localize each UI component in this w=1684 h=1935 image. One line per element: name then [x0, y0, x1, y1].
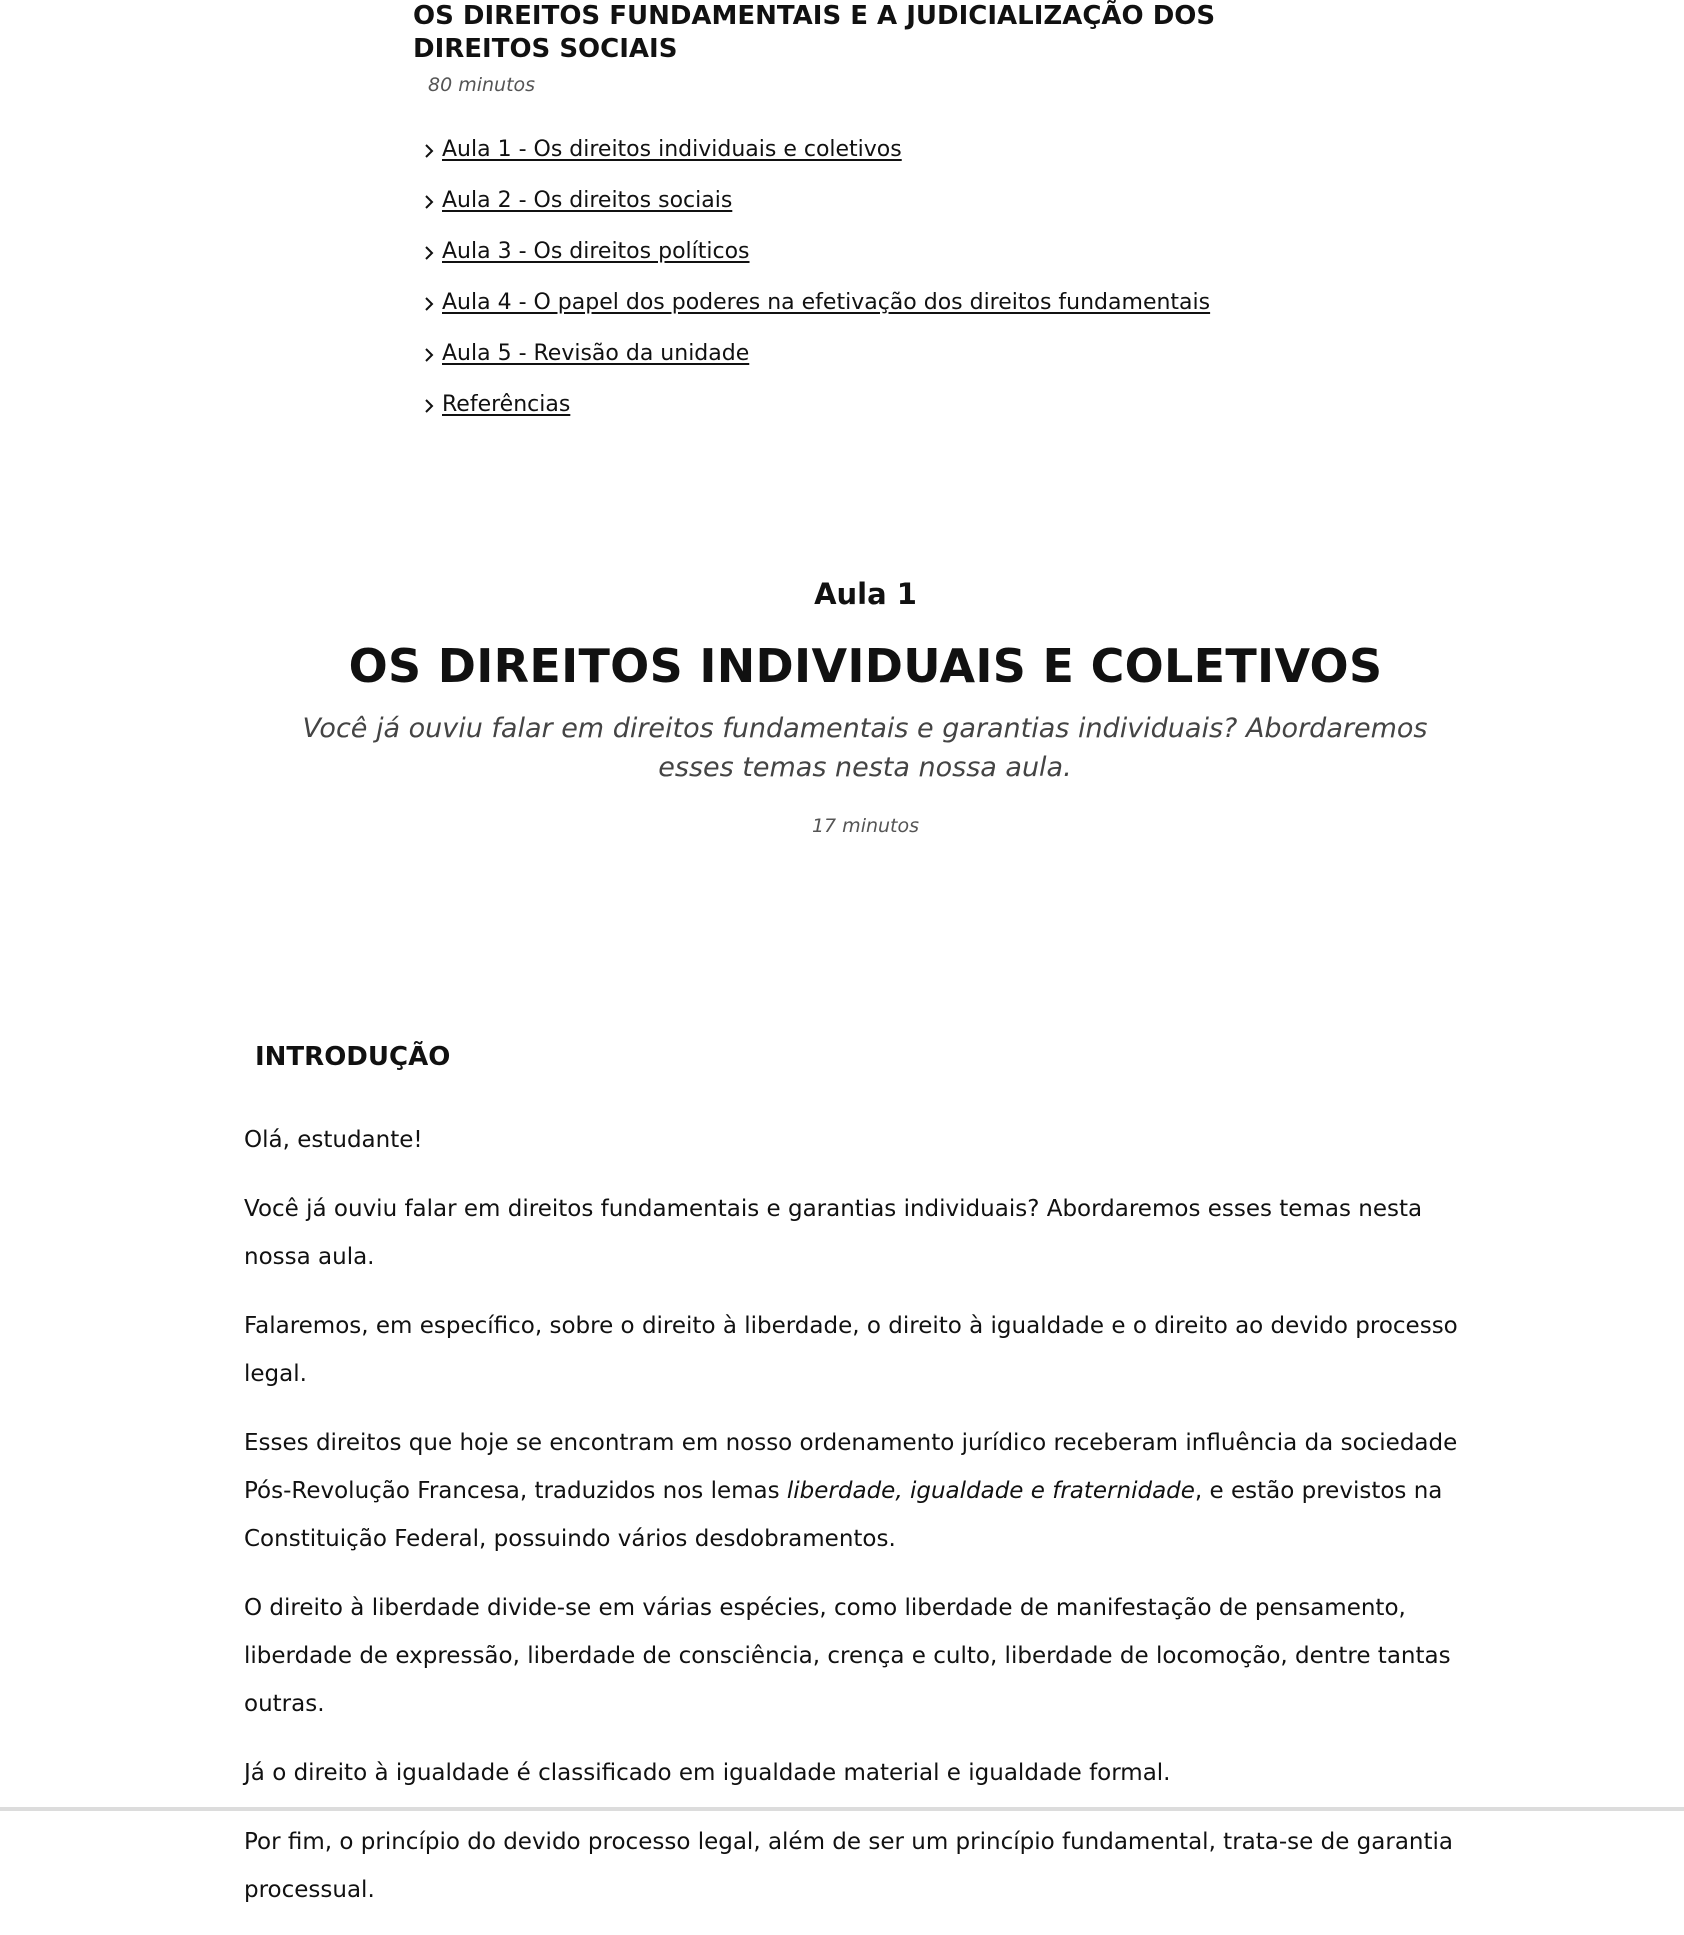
page-divider: [0, 1807, 1684, 1811]
paragraph-history: [244, 1419, 1494, 1563]
paragraph-liberdade: O direito à liberdade divide-se em várias espécies, como liberdade de manifestação de pensamento, liberdade de expressão, liberdade de consciência, crença e culto, liberdade de locomoção, dentre tantas outras.: [244, 1595, 1451, 1717]
chevron-right-icon: [420, 295, 438, 313]
chevron-right-icon: [420, 346, 438, 364]
paragraph-devido-processo: Por fim, o princípio do devido processo legal, além de ser um princípio fundamental, trata-se de garantia processual.: [244, 1829, 1453, 1903]
lesson-duration: 17 minutos: [811, 815, 920, 837]
toc-item-aula-2: [420, 175, 1210, 226]
paragraph-history-after: , e estão previstos na Constituição Federal, possuindo vários desdobramentos.: [244, 1478, 1443, 1552]
lesson-label: Aula 1: [814, 577, 917, 611]
table-of-contents: [420, 124, 1210, 430]
chevron-right-icon: [420, 397, 438, 415]
toc-item-aula-1: [420, 124, 1210, 175]
toc-link-aula-5[interactable]: Aula 5 - Revisão da unidade: [442, 341, 750, 366]
chevron-right-icon: [420, 142, 438, 160]
toc-link-aula-1[interactable]: Aula 1 - Os direitos individuais e coletivos: [442, 137, 902, 162]
chevron-right-icon: [420, 193, 438, 211]
chevron-right-icon: [420, 244, 438, 262]
toc-item-referencias: [420, 379, 1210, 430]
toc-item-aula-4: [420, 277, 1210, 328]
section-heading-introducao: INTRODUÇÃO: [255, 1042, 451, 1072]
unit-header: [413, 0, 1293, 98]
toc-link-referencias[interactable]: Referências: [442, 392, 571, 417]
paragraph-topics: Falaremos, em específico, sobre o direito à liberdade, o direito à igualdade e o direito ao devido processo legal.: [244, 1313, 1458, 1387]
paragraph-history-emphasis: liberdade, igualdade e fraternidade: [786, 1478, 1195, 1504]
toc-link-aula-3[interactable]: Aula 3 - Os direitos políticos: [442, 239, 750, 264]
unit-title: OS DIREITOS FUNDAMENTAIS E A JUDICIALIZAÇÃO DOS DIREITOS SOCIAIS: [413, 1, 1216, 64]
lesson-title: OS DIREITOS INDIVIDUAIS E COLETIVOS: [348, 639, 1383, 693]
toc-item-aula-3: [420, 226, 1210, 277]
paragraph-history-before: Esses direitos que hoje se encontram em nosso ordenamento jurídico receberam influência da sociedade Pós-Revolução Francesa, traduzidos nos lemas: [244, 1430, 1458, 1504]
lesson-subtitle: Você já ouviu falar em direitos fundamentais e garantias individuais? Abordaremos esses temas nesta nossa aula.: [302, 713, 1428, 783]
paragraph-question: Você já ouviu falar em direitos fundamentais e garantias individuais? Abordaremos esses temas nesta nossa aula.: [244, 1196, 1423, 1270]
paragraph-igualdade: Já o direito à igualdade é classificado em igualdade material e igualdade formal.: [244, 1760, 1171, 1786]
toc-link-aula-4[interactable]: Aula 4 - O papel dos poderes na efetivação dos direitos fundamentais: [442, 290, 1211, 315]
paragraph-greeting: Olá, estudante!: [244, 1127, 423, 1153]
lesson-content: [244, 1116, 1494, 1935]
toc-item-aula-5: [420, 328, 1210, 379]
toc-link-aula-2[interactable]: Aula 2 - Os direitos sociais: [442, 188, 733, 213]
unit-duration: 80 minutos: [428, 74, 536, 96]
